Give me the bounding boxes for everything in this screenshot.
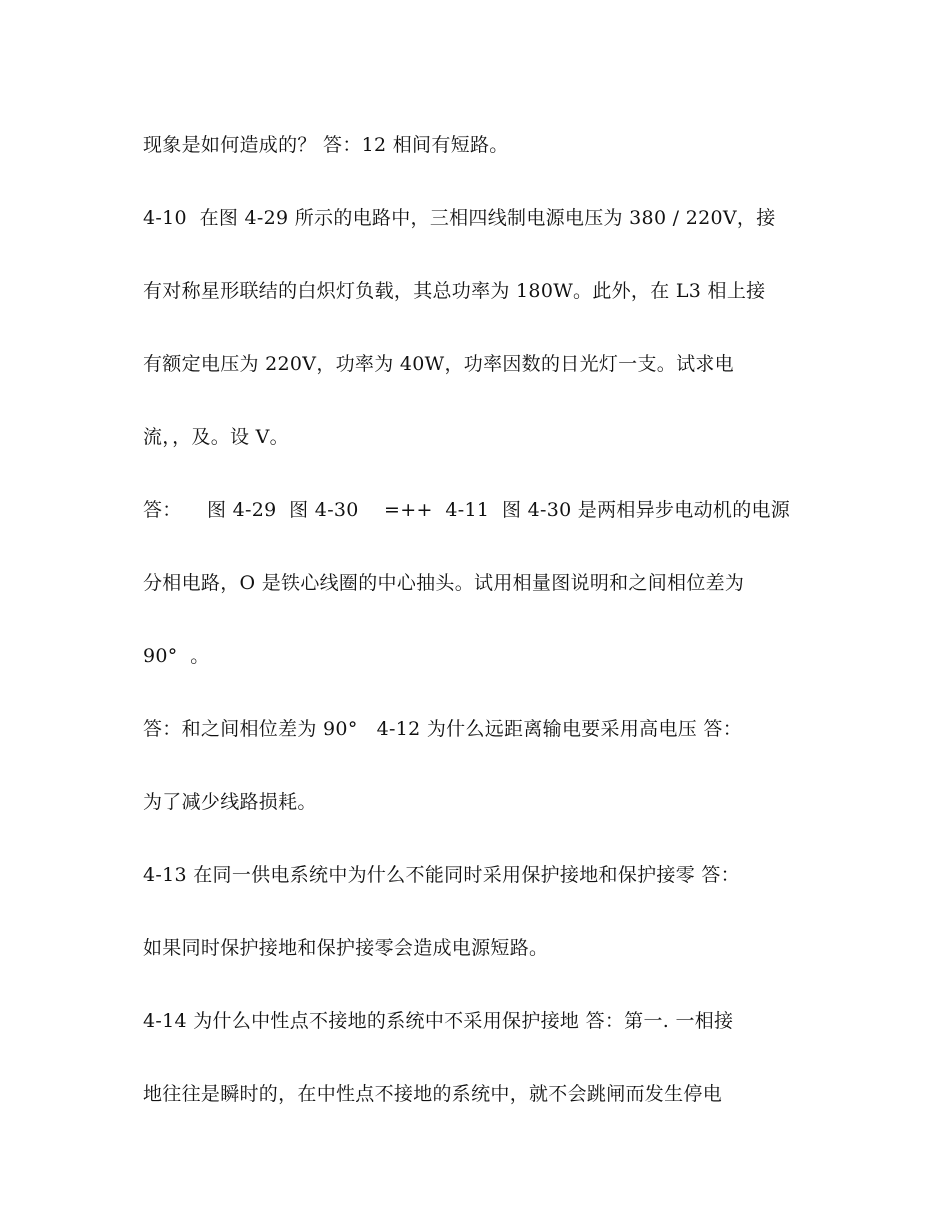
text-line-7: 分相电路，O 是铁心线圈的中心抽头。试用相量图说明和之间相位差为	[143, 572, 745, 594]
text-line-13: 4-14 为什么中性点不接地的系统中不采用保护接地 答：第一. 一相接	[143, 1010, 734, 1032]
text-line-4: 有额定电压为 220V，功率为 40W，功率因数的日光灯一支。试求电	[143, 353, 734, 375]
text-line-1: 现象是如何造成的？ 答：12 相间有短路。	[143, 134, 509, 156]
text-line-10: 为了减少线路损耗。	[143, 791, 317, 813]
text-line-8: 90° 。	[143, 645, 210, 667]
text-line-9: 答：和之间相位差为 90° 4-12 为什么远距离输电要采用高电压 答：	[143, 718, 743, 740]
text-line-6: 答： 图 4-29 图 4-30 =++ 4-11 图 4-30 是两相异步电动机的电源	[143, 499, 791, 521]
text-line-3: 有对称星形联结的白炽灯负载，其总功率为 180W。此外，在 L3 相上接	[143, 280, 766, 302]
text-line-2: 4-10 在图 4-29 所示的电路中，三相四线制电源电压为 380 / 220V，接	[143, 207, 776, 229]
text-line-14: 地往往是瞬时的，在中性点不接地的系统中，就不会跳闸而发生停电	[143, 1083, 723, 1105]
text-line-5: 流，，及。设 V。	[143, 426, 289, 448]
text-line-11: 4-13 在同一供电系统中为什么不能同时采用保护接地和保护接零 答：	[143, 864, 740, 886]
text-line-12: 如果同时保护接地和保护接零会造成电源短路。	[143, 937, 549, 959]
